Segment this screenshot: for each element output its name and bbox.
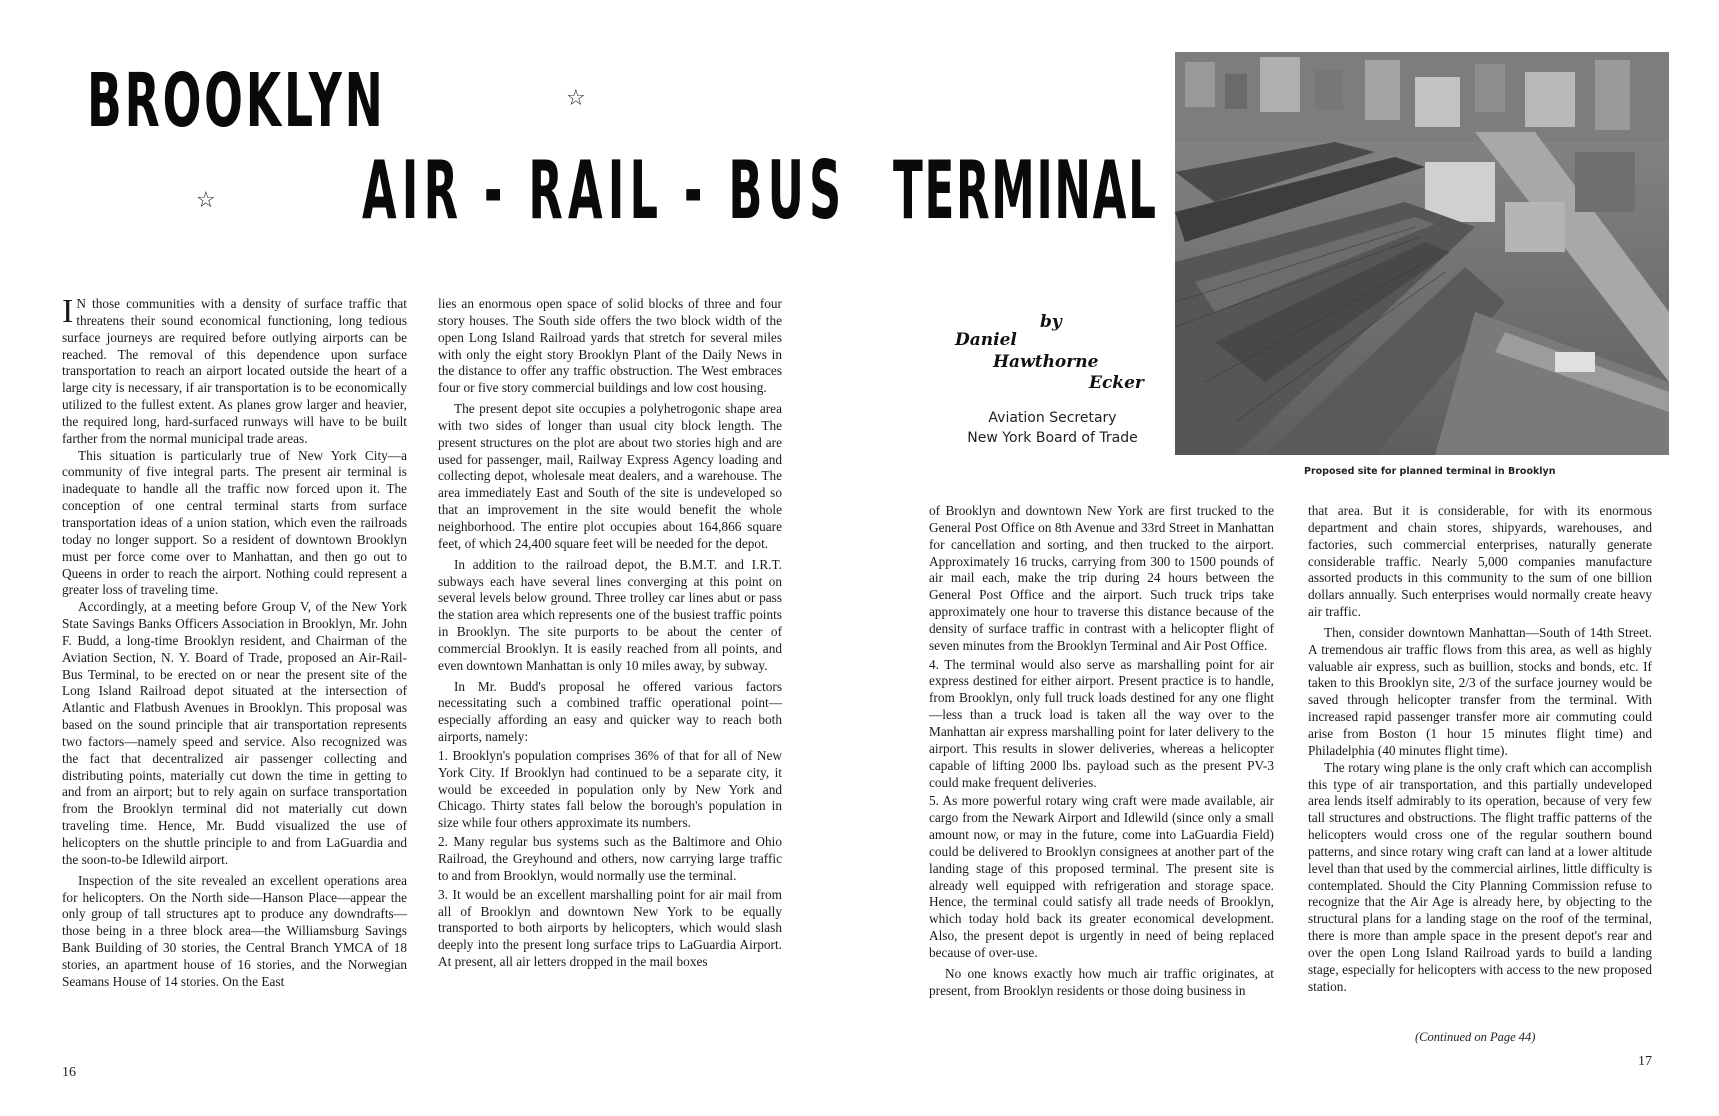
paragraph: of Brooklyn and downtown New York are first trucked to the General Post Office on 8th Avenue and 33rd Street in Manhattan for cancellation and sorting, and then trucked to the airport. Approximately 16 trucks, carrying from 300 to 1500 pounds of air mail each, make the trip during 24 hours between the General Post Office and the airport. Such truck trips take approximately one hour to traverse this distance because of the density of surface traffic in contrast with a helicopter flight of seven minutes from the Brooklyn Terminal and Air Post Office. [929, 503, 1274, 653]
text-column-1 [62, 293, 407, 991]
aerial-photo [1175, 52, 1669, 455]
paragraph: Accordingly, at a meeting before Group V, of the New York State Savings Banks Officers Association in Brooklyn, Mr. John F. Budd, a long-time Brooklyn resident, and Chairman of the Aviation Section, N. Y. Board of Trade, proposed an Air-Rail-Bus Terminal, to be erected on or near the present site of the Long Island Railroad depot situated at the intersection of Atlantic and Flatbush Avenues in Brooklyn. This proposal was based on the sound principle that air transportation represents two factors—namely speed and service. Also recognized was the fact that decentralized air passenger collecting and distributing points, materially cut down the time in getting to and from an airport; but to rely again on surface transportation from the Brooklyn terminal did not materially cut down traveling time. Hence, Mr. Budd visualized the use of helicopters on the shuttle principle to and from LaGuardia and the soon-to-be Idlewild airport. [62, 599, 407, 867]
paragraph: Inspection of the site revealed an excellent operations area for helicopters. On the North side—Hanson Place—appear the only group of tall structures apt to produce any downdrafts—those being in a three block area—the Williamsburg Savings Bank Building of 30 stories, the Central Branch YMCA of 18 stories, an apartment house of 16 stories, and the Norwegian Seamans House of 14 stories. On the East [62, 872, 407, 989]
page-number-left: 16 [62, 1065, 76, 1080]
paragraph: The present depot site occupies a polyhetrogonic shape area with two sides of longer than usual city block length. The present structures on the plot are about two stories high and are used for passenger, mail, Railway Express Agency loading and collecting depot, wholesale meat dealers, and a warehouse. The area immediately East and South of the site is undeveloped so that an improvement in the site would benefit the whole neighborhood. The entire plot occupies about 164,866 square feet, of which 24,400 square feet will be needed for the depot. [438, 401, 782, 551]
title-air-rail-bus: AIR - RAIL - BUS [362, 145, 847, 238]
star-icon: ☆ [196, 188, 216, 213]
author-organization: New York Board of Trade [967, 430, 1138, 446]
page-number-right: 17 [1638, 1054, 1652, 1069]
continued-note: (Continued on Page 44) [1415, 1030, 1536, 1044]
drop-cap: I [62, 293, 74, 330]
list-item: 4. The terminal would also serve as marshalling point for air express destined for either airport. Present practice is to handle, from Brooklyn, only full truck loads destined for any one flight—less than a truck load is taken all the way over to the Manhattan air express marshalling point for later delivery to the airport. This results in slower deliveries, whereas a helicopter capable of lifting 2000 lbs. payload such as the present PV-3 could make frequent deliveries. [929, 656, 1274, 790]
list-item: 3. It would be an excellent marshalling point for air mail from all of Brooklyn and downtown New York to be equally transported to both airports by helicopters, which would slash deeply into the present long surface trips to LaGuardia Airport. At present, all air letters dropped in the mail boxes [438, 886, 782, 970]
list-item: 1. Brooklyn's population comprises 36% of that for all of New York City. If Brooklyn had continued to be a separate city, it would be exceeded in population only by New York and Chicago. Thirty states fall below the borough's population in size while four others approximate its numbers. [438, 747, 782, 831]
author-last-name: Ecker [1089, 373, 1144, 393]
paragraph: Then, consider downtown Manhattan—South of 14th Street. A tremendous air traffic flows from this area, as well as highly valuable air express, such as buillion, stocks and bonds, etc. If taken to this Brooklyn site, 2/3 of the surface journey would be saved through helicopter transfer from the terminal. With increased rapid passenger transfer more air commuting could arise from Boston (1 hour 15 minutes flight time) and Philadelphia (40 minutes flight time). [1308, 624, 1652, 758]
title-brooklyn: BROOKLYN [87, 58, 386, 145]
byline-by: by [1040, 312, 1062, 332]
paragraph: The rotary wing plane is the only craft which can accomplish this type of air transportation, and this partially undeveloped area lends itself admirably to its operation, because of very few tall structures and obstructions. The flight traffic patterns of the helicopters would cross one of the regular southern bound patterns, and since rotary wing craft can land at a lower altitude level than that used by the commercial airlines, little difficulty is contemplated. Should the City Planning Commission refuse to recognize that the Air Age is already here, by objecting to the structural plans for a landing stage on the roof of the terminal, there is more than ample space in the present depot's rear and over the open Long Island Railroad yards to build a landing stage, especially for helicopters with access to the new proposed station. [1308, 759, 1652, 994]
paragraph-text: N those communities with a density of surface traffic that threatens their sound economical functioning, long tedious surface journeys are required before outlying airports can be reached. The removal of this dependence upon surface transportation to reach an airport located outside the heart of a large city is necessary, if air transportation is to be economically utilized to the fullest extent. As planes grow larger and heavier, the required long, hard-surfaced runways will have to be built farther from the normal municipal trade areas. [62, 296, 407, 446]
text-column-2 [438, 296, 782, 971]
text-column-3 [929, 503, 1274, 999]
author-position: Aviation Secretary [988, 410, 1117, 426]
paragraph: that area. But it is considerable, for with its enormous department and chain stores, shipyards, warehouses, and factories, such commercial enterprises, naturally generate considerable traffic. Nearly 5,000 companies manufacture assorted products in this community to the sum of one billion dollars annually. Such enterprises would normally create heavy air traffic. [1308, 503, 1652, 620]
paragraph: lies an enormous open space of solid blocks of three and four story houses. The South side offers the two block width of the open Long Island Railroad yards that stretch for several miles with only the eight story Brooklyn Plant of the Daily News in the distance to offer any traffic obstruction. The West embraces four or five story commercial buildings and low cost housing. [438, 296, 782, 396]
list-item: 2. Many regular bus systems such as the Baltimore and Ohio Railroad, the Greyhound and others, now carrying large traffic to and from Brooklyn, would normally use the terminal. [438, 834, 782, 883]
paragraph: No one knows exactly how much air traffic originates, at present, from Brooklyn residents or those doing business in [929, 965, 1274, 998]
paragraph: In Mr. Budd's proposal he offered various factors necessitating such a combined traffic operational point—especially affording an easy and quicker way to reach both airports, namely: [438, 678, 782, 745]
paragraph [62, 293, 407, 448]
photo-caption: Proposed site for planned terminal in Brooklyn [1304, 466, 1556, 477]
author-first-name: Daniel [955, 330, 1017, 350]
text-column-4 [1308, 503, 1652, 995]
paragraph: In addition to the railroad depot, the B.M.T. and I.R.T. subways each have several lines converging at this point on several levels below ground. Three trolley car lines abut or pass the station area which represents one of the busiest traffic points in Brooklyn. The site purports to be about the center of commercial Brooklyn. It is easily reached from all points, and even downtown Manhattan is only 10 miles away, by subway. [438, 556, 782, 673]
author-middle-name: Hawthorne [993, 352, 1099, 372]
aerial-site-image [1175, 52, 1669, 455]
star-icon: ☆ [566, 86, 586, 111]
paragraph: This situation is particularly true of New York City—a community of five integral parts. The present air terminal is inadequate to handle all the traffic now forced upon it. The conception of one central terminal starts from surface transportation ideas of a union station, which even the railroads today no longer support. So a resident of downtown Brooklyn must per force come over to Manhattan, and then go out to Queens in order to reach the airport. Nothing could represent a greater loss of traveling time. [62, 447, 407, 598]
list-item: 5. As more powerful rotary wing craft were made available, air cargo from the Newark Airport and Idlewild (since only a small amount now, or may in the future, come into LaGuardia Field) could be delivered to Brooklyn consignees at another part of the landing stage of this proposed terminal. The present site is already well equipped with refrigeration and storage space. Hence, the terminal could satisfy all trade needs of Brooklyn, which today hold back its greater economical development. Also, the present depot is urgently in need of being replaced because of over-use. [929, 793, 1274, 960]
title-terminal: TERMINAL [893, 145, 1158, 238]
